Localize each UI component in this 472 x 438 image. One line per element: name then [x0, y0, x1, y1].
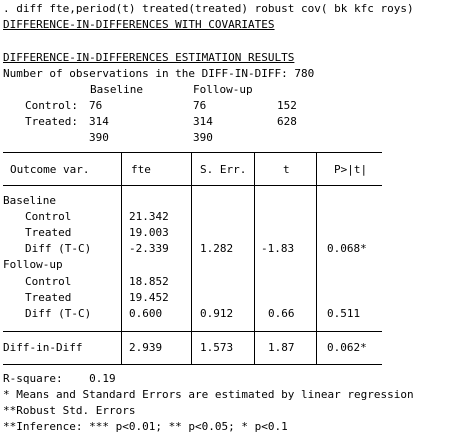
followup-section-label: Follow-up [3, 258, 63, 271]
followup-treated-label: Treated [25, 291, 72, 304]
col-followup: Follow-up [193, 83, 253, 96]
table-bottom-rule [3, 364, 382, 365]
followup-treated-fte: 19.452 [129, 291, 169, 304]
did-p: 0.062* [327, 341, 367, 354]
command-line: . diff fte,period(t) treated(treated) robust cov( bk kfc roys) [3, 2, 414, 15]
header-divider [316, 153, 317, 185]
header-p-value: P>|t| [334, 163, 368, 176]
did-divider [316, 332, 317, 364]
followup-diff-label: Diff (T-C) [25, 307, 92, 320]
total-baseline-count: 390 [89, 131, 109, 144]
followup-diff-fte: 0.600 [129, 307, 163, 320]
body-divider [316, 186, 317, 331]
total-followup-count: 390 [193, 131, 213, 144]
control-label: Control: [25, 99, 78, 112]
did-divider [191, 332, 192, 364]
baseline-diff-label: Diff (T-C) [25, 242, 92, 255]
header-divider [121, 153, 122, 185]
baseline-treated-label: Treated [25, 226, 72, 239]
treated-followup-count: 314 [193, 115, 213, 128]
header-divider [191, 153, 192, 185]
baseline-section-label: Baseline [3, 194, 56, 207]
output-heading: DIFFERENCE-IN-DIFFERENCES WITH COVARIATES [3, 18, 275, 31]
control-total-count: 152 [277, 99, 297, 112]
note-inference: **Inference: *** p<0.01; ** p<0.05; * p<0.1 [3, 420, 288, 433]
table-did-rule [3, 331, 382, 332]
followup-diff-se: 0.912 [200, 307, 234, 320]
baseline-diff-p: 0.068* [327, 242, 367, 255]
note-robust: **Robust Std. Errors [3, 404, 136, 417]
treated-label: Treated: [25, 115, 78, 128]
control-baseline-count: 76 [89, 99, 103, 112]
col-baseline: Baseline [90, 83, 143, 96]
header-t: t [283, 163, 290, 176]
table-top-rule [3, 152, 382, 153]
followup-diff-p: 0.511 [327, 307, 361, 320]
did-label: Diff-in-Diff [3, 341, 83, 354]
body-divider [254, 186, 255, 331]
header-std-err: S. Err. [200, 163, 247, 176]
note-means: * Means and Standard Errors are estimated by linear regression [3, 388, 414, 401]
baseline-diff-t: -1.83 [261, 242, 295, 255]
observations-line: Number of observations in the DIFF-IN-DIFF: 780 [3, 67, 315, 80]
did-divider [254, 332, 255, 364]
r-square-line: R-square: 0.19 [3, 372, 116, 385]
followup-control-label: Control [25, 275, 72, 288]
baseline-control-fte: 21.342 [129, 210, 169, 223]
baseline-diff-se: 1.282 [200, 242, 234, 255]
treated-baseline-count: 314 [89, 115, 109, 128]
body-divider [121, 186, 122, 331]
baseline-treated-fte: 19.003 [129, 226, 169, 239]
estimation-heading: DIFFERENCE-IN-DIFFERENCES ESTIMATION RESULTS [3, 51, 295, 64]
header-divider [254, 153, 255, 185]
followup-diff-t: 0.66 [268, 307, 295, 320]
baseline-control-label: Control [25, 210, 72, 223]
table-header-rule [3, 185, 382, 186]
header-fte: fte [131, 163, 151, 176]
header-outcome-var: Outcome var. [10, 163, 90, 176]
did-t: 1.87 [268, 341, 295, 354]
did-fte: 2.939 [129, 341, 163, 354]
baseline-diff-fte: -2.339 [129, 242, 169, 255]
followup-control-fte: 18.852 [129, 275, 169, 288]
did-se: 1.573 [200, 341, 234, 354]
control-followup-count: 76 [193, 99, 207, 112]
treated-total-count: 628 [277, 115, 297, 128]
body-divider [191, 186, 192, 331]
did-divider [121, 332, 122, 364]
